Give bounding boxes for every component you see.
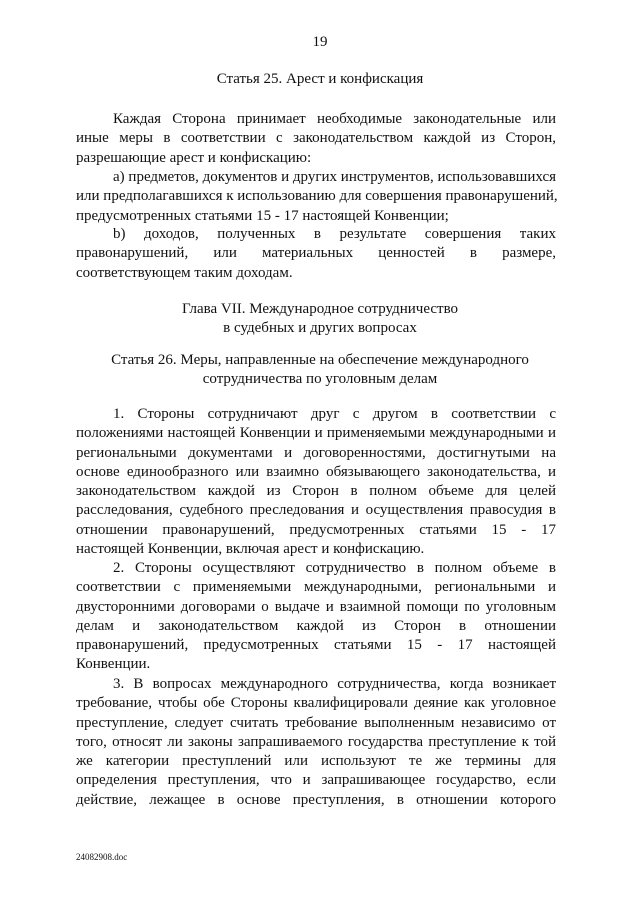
- text-line: двусторонними договорами о выдаче и взаимной помощи по уголовным: [76, 598, 556, 615]
- text-line: соответствии с применяемыми международными, региональными и: [76, 579, 556, 596]
- paragraph-article26-point-3: [76, 675, 556, 810]
- text-line: иные меры в соответствии с законодательством каждой из Сторон,: [76, 130, 556, 147]
- paragraph-article26-point-1: [76, 405, 556, 559]
- article-26-title: [0, 351, 640, 389]
- heading-line: в судебных и других вопросах: [223, 320, 417, 336]
- paragraph-article26-point-2: [76, 559, 556, 675]
- text-line: правонарушений, или материальных ценностей в размере,: [76, 245, 556, 262]
- text-line: же категории преступлений или используют те же термины для: [76, 753, 556, 770]
- file-name-footer: 24082908.doc: [76, 852, 128, 862]
- heading-line: Глава VII. Международное сотрудничество: [181, 301, 459, 317]
- heading-line: сотрудничества по уголовным делам: [202, 371, 438, 387]
- text-line: действие, лежащее в основе преступления, в отношении которого: [76, 791, 556, 808]
- text-line: определения преступления, что и запрашивающее государство, если: [76, 772, 556, 789]
- text-line: расследования, судебного преследования и осуществления правосудия в: [76, 502, 556, 519]
- text-line: преступление, следует считать требование выполненным независимо от: [76, 714, 556, 731]
- text-line: отношении правонарушений, предусмотренных статьями 15 - 17: [76, 521, 556, 538]
- chapter-7-title: [0, 300, 640, 338]
- article-25-title: Статья 25. Арест и конфискация: [216, 71, 424, 87]
- heading-line: Статья 26. Меры, направленные на обеспечение международного: [111, 352, 529, 368]
- paragraph-item-b: [76, 225, 556, 283]
- text-line: разрешающие арест и конфискацию:: [76, 149, 312, 166]
- text-line: Каждая Сторона принимает необходимые законодательные или: [113, 111, 556, 127]
- text-line: 3. В вопросах международного сотрудничества, когда возникает: [113, 676, 556, 692]
- text-line: Конвенции.: [76, 656, 151, 673]
- text-line: того, относят ли законы запрашиваемого государства преступление к той: [76, 733, 556, 750]
- page-number: 19: [312, 34, 328, 50]
- text-line: требование, чтобы обе Стороны квалифицировали деяние как уголовное: [76, 695, 556, 712]
- text-line: региональными документами и договоренностями, достигнутыми на: [76, 444, 556, 461]
- text-line: предусмотренных статьями 15 - 17 настоящей Конвенции;: [76, 207, 449, 224]
- paragraph-item-a: [76, 168, 556, 226]
- text-line: основе единообразного или взаимно обязывающего законодательства, и: [76, 463, 556, 480]
- text-line: или предполагавшихся к использованию для совершения правонарушений,: [76, 188, 558, 205]
- text-line: а) предметов, документов и других инструментов, использовавшихся: [113, 169, 556, 185]
- text-line: положениями настоящей Конвенции и применяемыми международными и: [76, 425, 556, 442]
- text-line: b) доходов, полученных в результате совершения таких: [113, 226, 556, 242]
- text-line: делам и законодательством каждой из Сторон в отношении: [76, 617, 556, 634]
- text-line: соответствующем таким доходам.: [76, 264, 293, 281]
- text-line: настоящей Конвенции, включая арест и конфискацию.: [76, 541, 425, 558]
- text-line: правонарушений, предусмотренных статьями 15 - 17 настоящей: [76, 637, 556, 654]
- text-line: законодательством каждой из Сторон в полном объеме для целей: [76, 483, 556, 500]
- paragraph-article25-intro: [76, 110, 556, 168]
- text-line: 1. Стороны сотрудничают друг с другом в соответствии с: [113, 406, 556, 422]
- text-line: 2. Стороны осуществляют сотрудничество в полном объеме в: [113, 560, 556, 576]
